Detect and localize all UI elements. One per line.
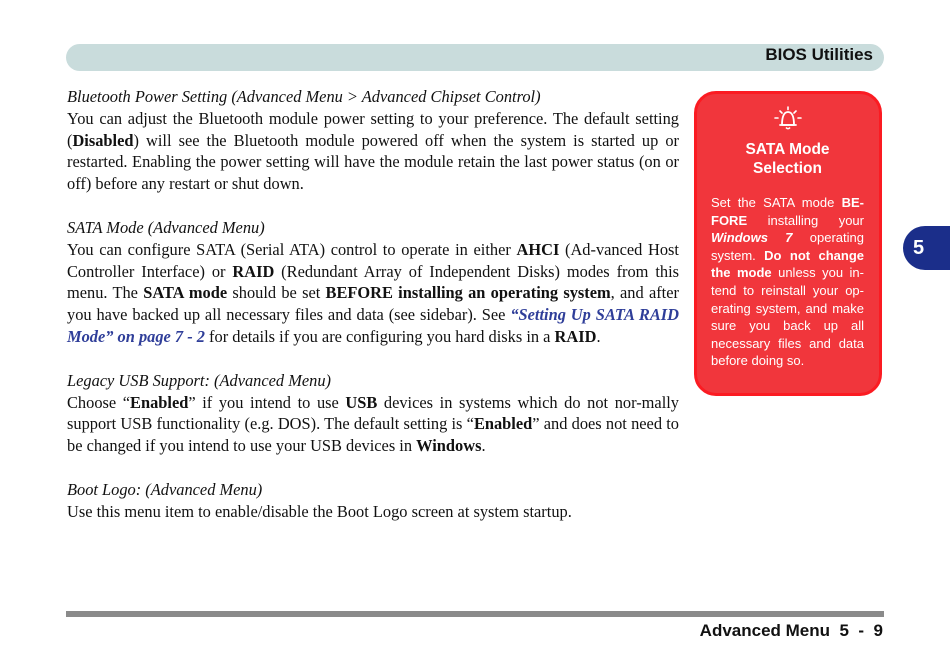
bold-text: Enabled xyxy=(130,392,189,412)
page-footer xyxy=(700,621,883,641)
text-run: ” and does not need to be changed if you intend to use your USB devices in xyxy=(67,414,680,456)
text-run: . xyxy=(481,436,486,456)
text-run: for details if you are configuring you hard disks in a xyxy=(204,326,555,346)
warning-bell-icon xyxy=(711,106,864,132)
footer-rule xyxy=(66,611,884,617)
text-run: You can adjust the Bluetooth module power setting to your preference. The default setting ( xyxy=(67,108,679,150)
section-body-legacy-usb xyxy=(67,392,679,457)
section-body-bluetooth xyxy=(67,108,679,195)
chapter-tab[interactable] xyxy=(903,226,950,270)
section-heading-legacy-usb: Legacy USB Support: (Advanced Menu) xyxy=(67,370,331,390)
footer-separator: - xyxy=(858,621,865,640)
text-run: unless you in-tend to reinstall your op-erating system, and make sure you back up all necessary files and data before doing so. xyxy=(711,265,864,369)
bold-text: BE-FORE xyxy=(711,195,864,228)
section-body-sata-mode xyxy=(67,239,679,348)
text-run: installing your xyxy=(747,212,864,228)
chapter-number: 5 xyxy=(913,237,925,259)
text-run: Use this menu item to enable/disable the Boot Logo screen at system startup. xyxy=(67,501,572,521)
footer-page-number: 9 xyxy=(873,621,883,640)
cross-reference-link[interactable]: “Setting Up SATA RAID Mode” on page 7 - 2 xyxy=(67,305,679,346)
bold-text: Windows xyxy=(416,436,482,456)
bold-text: AHCI xyxy=(516,239,560,259)
section-heading-boot-logo: Boot Logo: (Advanced Menu) xyxy=(67,479,263,499)
text-run: should be set xyxy=(227,283,326,303)
footer-section-name: Advanced Menu xyxy=(699,621,831,640)
text-run: Set the SATA mode xyxy=(711,195,842,210)
sidebar-title-line: Selection xyxy=(753,160,822,177)
header-bar xyxy=(66,44,884,71)
sidebar-note xyxy=(694,91,882,396)
main-content xyxy=(67,86,679,523)
text-run: ” if you intend to use xyxy=(188,392,346,412)
text-run: (Ad-vanced Host Controller Interface) or xyxy=(67,239,679,281)
bold-text: BEFORE installing an operating system xyxy=(325,283,611,303)
bold-text: SATA mode xyxy=(143,283,228,303)
section-heading-sata-mode: SATA Mode (Advanced Menu) xyxy=(67,217,265,237)
sidebar-body xyxy=(711,194,864,370)
bold-text: RAID xyxy=(554,326,597,346)
bold-text: Disabled xyxy=(72,130,134,150)
text-run: (Redundant Array of Independent Disks) modes from this menu. The xyxy=(67,261,680,303)
bold-text: USB xyxy=(345,392,378,412)
section-body-boot-logo xyxy=(67,501,679,523)
text-run: You can configure SATA (Serial ATA) control to operate in either xyxy=(67,239,517,259)
text-run: . xyxy=(596,326,601,346)
bold-text: Enabled xyxy=(473,414,533,434)
bold-italic-text: Windows 7 xyxy=(711,230,793,246)
bold-text: RAID xyxy=(232,261,275,281)
text-run: devices in systems which do not nor-mally support USB functionality (e.g. DOS). The default setting is “ xyxy=(67,392,679,434)
page-header-title: BIOS Utilities xyxy=(765,45,873,64)
text-run: ) will see the Bluetooth module powered off when the system is started up or restarted. Enabling the power setting will have the module retain the last power status (on or off) before any restart or shut down. xyxy=(67,130,679,194)
text-run: , and after you have backed up all necessary files and data (see sidebar). See xyxy=(67,283,679,325)
footer-chapter: 5 xyxy=(839,621,849,640)
sidebar-title xyxy=(711,140,864,178)
text-run: operating system. xyxy=(711,230,865,263)
sidebar-title-line: SATA Mode xyxy=(745,141,830,158)
section-heading-bluetooth: Bluetooth Power Setting (Advanced Menu > Advanced Chipset Control) xyxy=(67,87,541,106)
bold-text: Do not change the mode xyxy=(711,247,864,281)
text-run: Choose “ xyxy=(67,392,131,412)
